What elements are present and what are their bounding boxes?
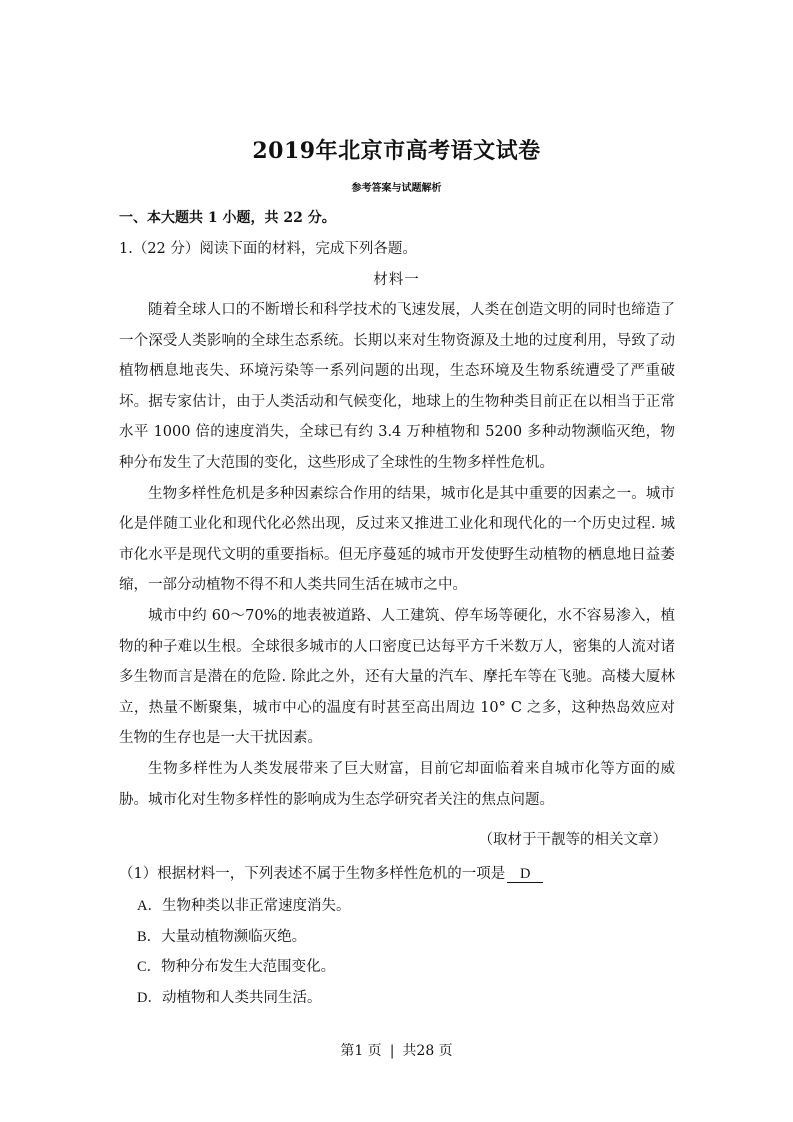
section-heading: 一、本大题共 1 小题，共 22 分。	[119, 210, 336, 226]
sub-question-1	[119, 862, 543, 883]
footer-separator: |	[389, 1043, 395, 1059]
page-footer	[0, 1040, 793, 1060]
paragraph-1: 随着全球人口的不断增长和科学技术的飞速发展，人类在创造文明的同时也缔造了一个深受人类影响的全球生态系统。长期以来对生物资源及土地的过度利用，导致了动植物栖息地丧失、环境污染等一系列问题的出现，生态环境及生物系统遭受了严重破坏。据专家估计，由于人类活动和气候变化，地球上的生物种类目前正在以相当于正常水平 1000 倍的速度消失，全球已有约 3.4 万种植物和 5200 多种动物濒临灭绝，物种分布发生了大范围的变化，这些形成了全球性的生物多样性危机。	[119, 302, 675, 471]
material-title: 材料一	[373, 272, 420, 288]
page-number: 第1 页	[340, 1043, 382, 1059]
options-list	[137, 891, 350, 1013]
answer-blank: D	[507, 867, 543, 883]
option-b: B．大量动植物濒临灭绝。	[137, 928, 307, 945]
option-d: D．动植物和人类共同生活。	[137, 989, 322, 1006]
question-intro: 1.（22 分）阅读下面的材料，完成下列各题。	[119, 241, 417, 257]
material-body	[119, 295, 675, 815]
document-title: 2019年北京市高考语文试卷	[252, 138, 541, 164]
paragraph-4: 生物多样性为人类发展带来了巨大财富，目前它却面临着来自城市化等方面的威胁。城市化对生物多样性的影响成为生态学研究者关注的焦点问题。	[119, 760, 675, 808]
source-citation: （取材于干靓等的相关文章）	[478, 832, 667, 848]
paragraph-2: 生物多样性危机是多种因素综合作用的结果，城市化是其中重要的因素之一。城市化是伴随工业化和现代化必然出现，反过来又推进工业化和现代化的一个历史过程. 城市化水平是现代文明的重要指标。但无序蔓延的城市开发使野生动植物的栖息地日益萎缩，一部分动植物不得不和人类共同生活在城市之中。	[119, 485, 675, 594]
page-total: 共28 页	[402, 1043, 453, 1059]
document-subtitle: 参考答案与试题解析	[351, 183, 442, 194]
option-a: A．生物种类以非正常速度消失。	[137, 898, 351, 914]
paragraph-3: 城市中约 60～70%的地表被道路、人工建筑、停车场等硬化，水不容易渗入，植物的种子难以生根。全球很多城市的人口密度已达每平方千米数万人，密集的人流对诸多生物而言是潜在的危险. 除此之外，还有大量的汽车、摩托车等在飞驰。高楼大厦林立，热量不断聚集，城市中心的温度有时甚至高出周边 10° C 之多，这种热岛效应对生物的生存也是一大干扰因素。	[119, 607, 675, 747]
sub-question-text: （1）根据材料一，下列表述不属于生物多样性危机的一项是	[119, 866, 506, 882]
option-c: C．物种分布发生大范围变化。	[137, 959, 336, 976]
